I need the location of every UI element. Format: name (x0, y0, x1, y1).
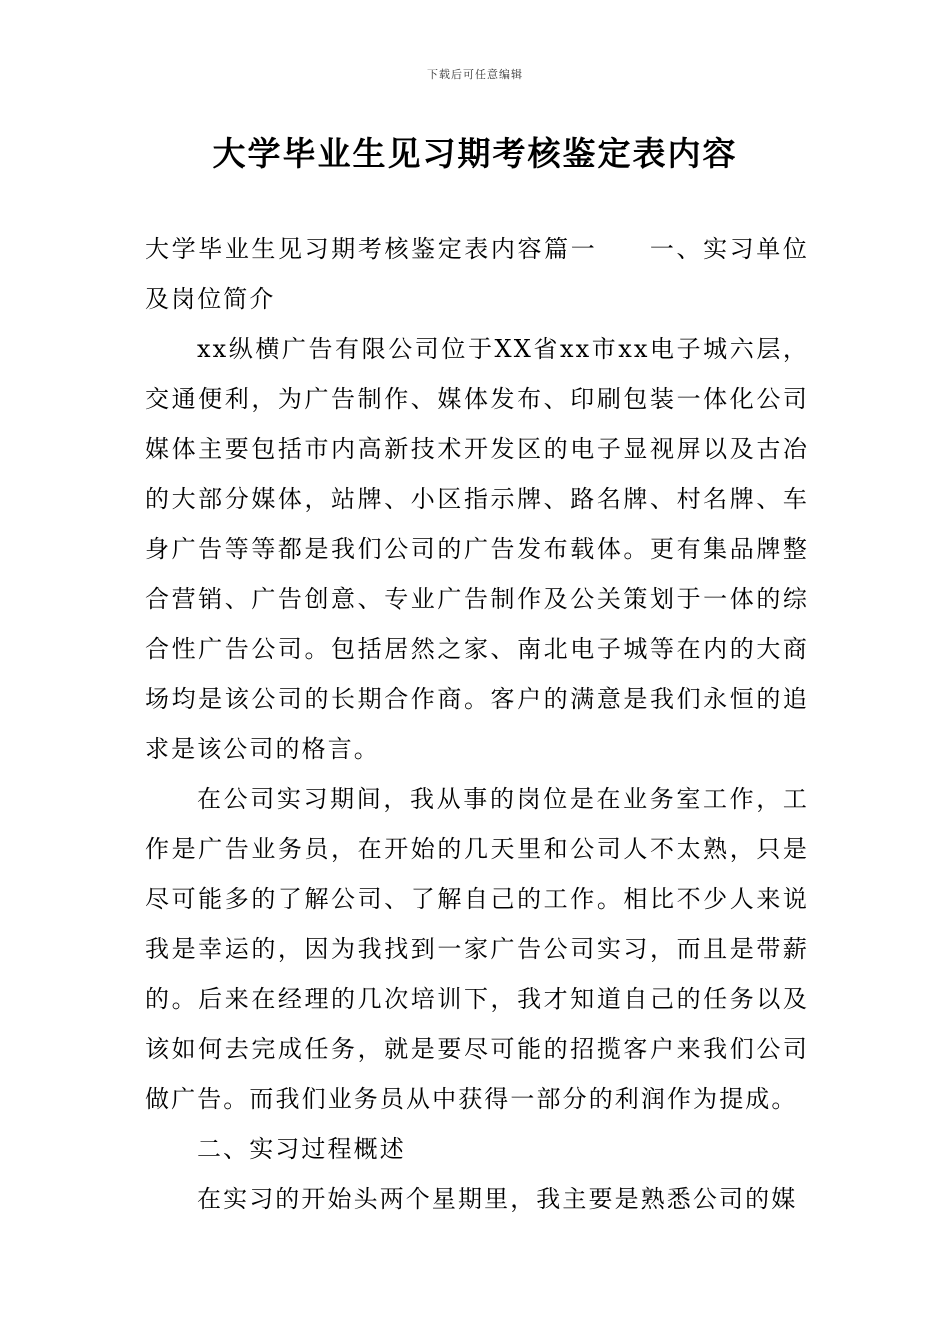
paragraph-position: 在公司实习期间，我从事的岗位是在业务室工作，工作是广告业务员，在开始的几天里和公司人不太熟，只是尽可能多的了解公司、了解自己的工作。相比不少人来说我是幸运的，因为我找到一家广告公司实习，而且是带薪的。后来在经理的几次培训下，我才知道自己的任务以及该如何去完成任务，就是要尽可能的招揽客户来我们公司做广告。而我们业务员从中获得一部分的利润作为提成。 (145, 785, 809, 1113)
paragraph-intro (145, 224, 809, 324)
header-note: 下载后可任意编辑 (427, 68, 523, 81)
section-heading-2: 二、实习过程概述 (197, 1135, 406, 1163)
section-lead: 大学毕业生见习期考核鉴定表内容篇一 (145, 235, 598, 263)
document-title: 大学毕业生见习期考核鉴定表内容 (212, 134, 738, 173)
paragraph-process: 在实习的开始头两个星期里，我主要是熟悉公司的媒 (197, 1185, 798, 1213)
document-body (145, 224, 809, 1224)
paragraph-company-intro: xx纵横广告有限公司位于XX省xx市xx电子城六层，交通便利，为广告制作、媒体发布、印刷包装一体化公司媒体主要包括市内高新技术开发区的电子显视屏以及古冶的大部分媒体，站牌、小区指示牌、路名牌、村名牌、车身广告等等都是我们公司的广告发布载体。更有集品牌整合营销、广告创意、专业广告制作及公关策划于一体的综合性广告公司。包括居然之家、南北电子城等在内的大商场均是该公司的长期合作商。客户的满意是我们永恒的追求是该公司的格言。 (145, 335, 809, 763)
section-heading-1: 一、实习单位及岗位简介 (145, 235, 809, 313)
